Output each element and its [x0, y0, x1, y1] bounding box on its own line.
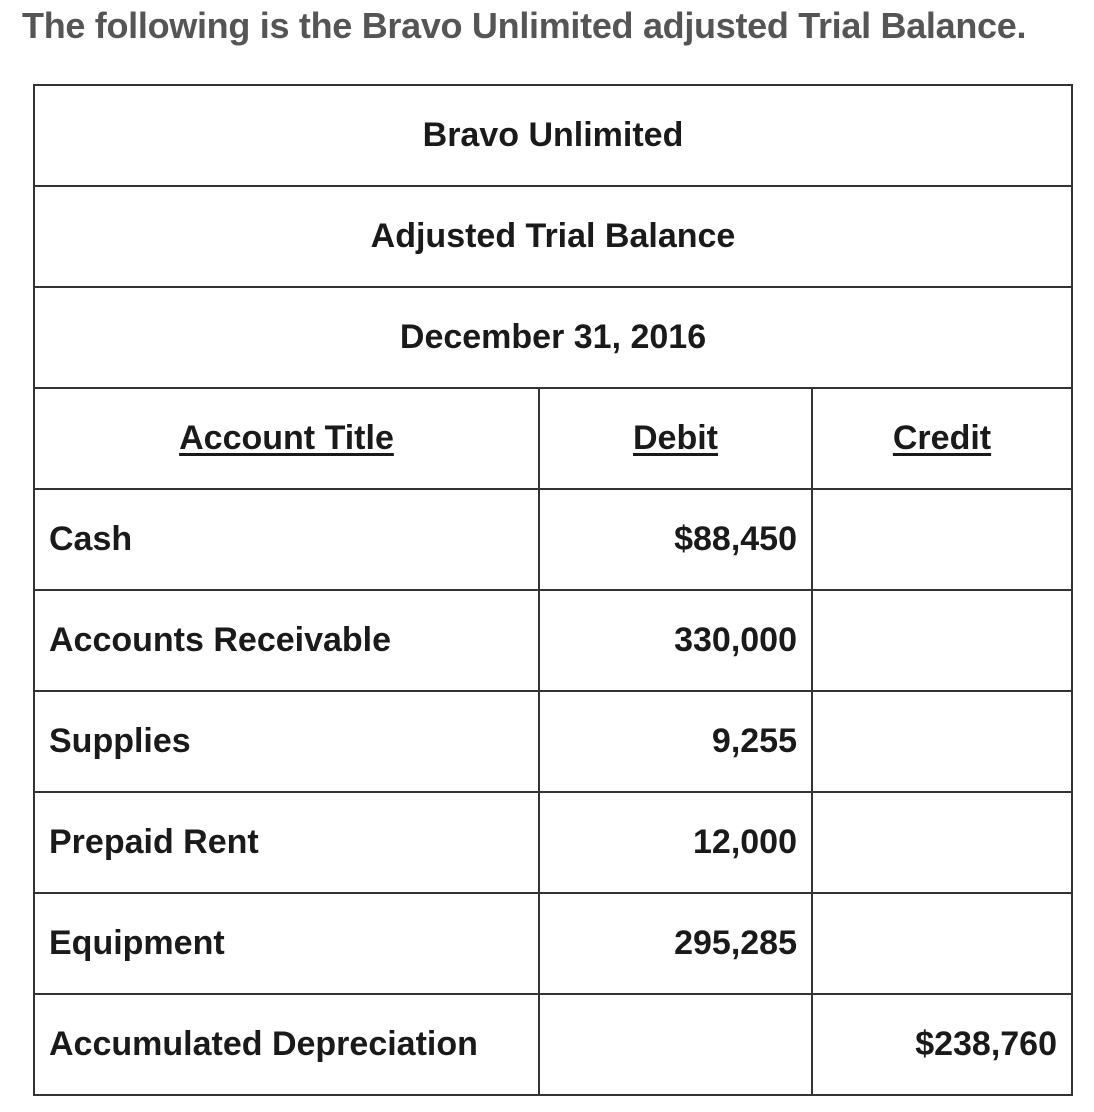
- debit-header: [539, 388, 812, 489]
- report-title: Adjusted Trial Balance: [34, 186, 1072, 287]
- report-title-row: [34, 186, 1072, 287]
- debit-cell: 330,000: [539, 590, 812, 691]
- debit-header-label: Debit: [633, 419, 718, 457]
- debit-cell: 295,285: [539, 893, 812, 994]
- table-row: [34, 792, 1072, 893]
- company-row: [34, 85, 1072, 186]
- account-title-header: [34, 388, 539, 489]
- debit-cell: [539, 994, 812, 1095]
- table-row: [34, 994, 1072, 1095]
- account-cell: Accumulated Depreciation: [34, 994, 539, 1095]
- account-cell: Cash: [34, 489, 539, 590]
- header-row: [34, 388, 1072, 489]
- account-cell: Supplies: [34, 691, 539, 792]
- credit-header-label: Credit: [892, 419, 992, 457]
- credit-header: [812, 388, 1072, 489]
- credit-cell: [812, 590, 1072, 691]
- credit-cell: [812, 893, 1072, 994]
- credit-cell: [812, 792, 1072, 893]
- table-row: [34, 590, 1072, 691]
- intro-text: The following is the Bravo Unlimited adjusted Trial Balance.: [22, 5, 1027, 46]
- company-name: Bravo Unlimited: [34, 85, 1072, 186]
- table-row: [34, 691, 1072, 792]
- account-title-header-label: Account Title: [179, 419, 394, 457]
- account-cell: Accounts Receivable: [34, 590, 539, 691]
- table-row: [34, 489, 1072, 590]
- debit-cell: 9,255: [539, 691, 812, 792]
- account-cell: Prepaid Rent: [34, 792, 539, 893]
- report-date-row: [34, 287, 1072, 388]
- credit-cell: [812, 691, 1072, 792]
- report-date: December 31, 2016: [34, 287, 1072, 388]
- credit-cell: [812, 489, 1072, 590]
- credit-cell: $238,760: [812, 994, 1072, 1095]
- table-row: [34, 893, 1072, 994]
- account-cell: Equipment: [34, 893, 539, 994]
- trial-balance-table: [33, 84, 1073, 1096]
- debit-cell: 12,000: [539, 792, 812, 893]
- debit-cell: $88,450: [539, 489, 812, 590]
